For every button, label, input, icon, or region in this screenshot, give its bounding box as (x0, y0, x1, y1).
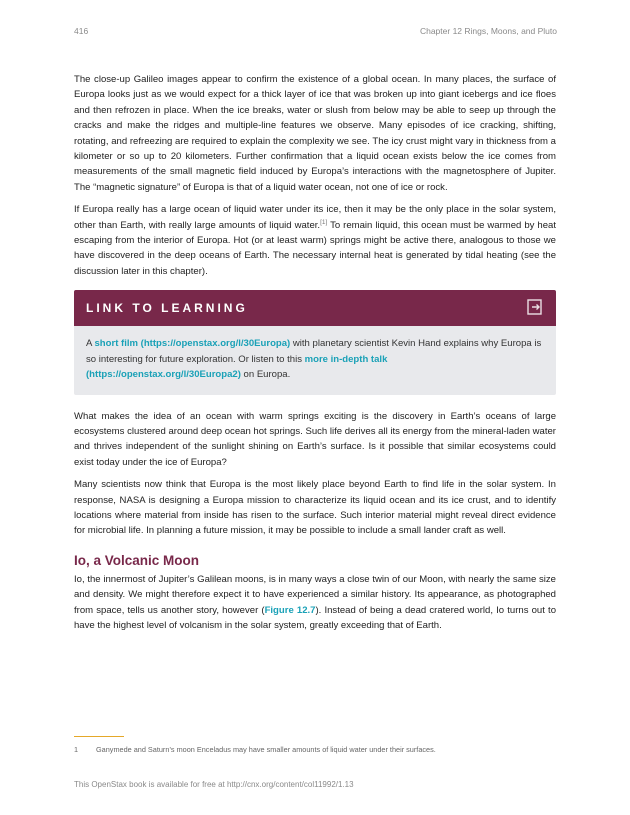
footnote-divider (74, 736, 124, 737)
chapter-title: Chapter 12 Rings, Moons, and Pluto (419, 26, 557, 36)
link-to-learning-header (74, 290, 556, 326)
footnote-text: Ganymede and Saturn’s moon Enceladus may have smaller amounts of liquid water under their surfaces. (96, 745, 436, 754)
paragraph-3: What makes the idea of an ocean with warm springs exciting is the discovery in Earth’s oceans of large ecosystems clustered around deep ocean hot springs. Such life derives all its energy from the mineral-laden water and thrives independent of the sunlight shining on Earth’s surface. Is it possible that similar ecosystems could exist today under the ice of Europa? (74, 410, 556, 468)
footnote-ref[interactable]: [1] (320, 218, 328, 226)
main-content (74, 72, 556, 640)
footnote-number: 1 (74, 745, 79, 754)
paragraph-1: The close-up Galileo images appear to confirm the existence of a global ocean. In many places, the surface of Europa looks just as we would expect for a thick layer of ice that was broken up into giant icebergs and ice floes and then refrozen in place. When the ice breaks, water or slush from below may be able to seep up through the cracks and make the ridges and multiple-line features we observe. Many episodes of ice cracking, shifting, rotating, and refreezing are required to explain the complexity we see. The icy crust might vary in thickness from a kilometer or so up to 20 kilometers. Further confirmation that a liquid ocean exists below the ice comes from measurements of the small magnetic field induced by Europa’s interactions with the magnetosphere of Jupiter. The “magnetic signature” of Europa is that of a liquid water ocean, not one of ice or rock. (74, 74, 556, 193)
paragraph-5: Io, the innermost of Jupiter’s Galilean moons, is in many ways a close twin of our Moon, with nearly the same size and density. We might therefore expect it to have experienced a similar history. Its appearance, as photographed from space, tells us another story, however (Figure 12.7). Instead of being a dead cratered world, Io turns out to have the highest level of volcanism in the solar system, greatly exceeding that of Earth. (74, 573, 557, 631)
external-link-icon (526, 298, 544, 316)
footnote (74, 745, 436, 754)
figure-link[interactable]: Figure 12.7 (264, 604, 316, 616)
short-film-link[interactable]: short film (https://openstax.org/l/30Europa) (94, 338, 291, 350)
link-to-learning-title: LINK TO LEARNING (86, 301, 248, 316)
paragraph-2: If Europa really has a large ocean of liquid water under its ice, then it may be the only place in the solar system, other than Earth, with really large amounts of liquid water.[1] To remain liquid, this ocean must be warmed by heat escaping from the interior of Europa. Hot (or at least warm) springs might be active there, analogous to those we have discovered in the deep oceans of Earth. The necessary internal heat is generated by tidal heating (see the discussion later in this chapter). (74, 204, 556, 277)
in-depth-talk-link[interactable]: more in-depth talk (https://openstax.org/l/30Europa2) (86, 353, 388, 381)
page-footer: This OpenStax book is available for free at http://cnx.org/content/col11992/1.13 (74, 780, 354, 789)
paragraph-4: Many scientists now think that Europa is the most likely place beyond Earth to find life in the solar system. In response, NASA is designing a Europa mission to characterize its liquid ocean and its ice crust, and to identify locations where material from inside has risen to the surface. Such interior material might reveal direct evidence for microbial life. In planning a future mission, it may be possible to include a small lander craft as well. (74, 479, 556, 537)
link-to-learning-box (74, 290, 556, 394)
link-to-learning-text: A short film (https://openstax.org/l/30Europa) with planetary scientist Kevin Hand explains why Europa is so interesting for future exploration. Or listen to this more in-depth talk (https://openstax.org/l/30Europa2) on Europa. (86, 338, 542, 381)
section-heading: Io, a Volcanic Moon (74, 552, 200, 568)
page-number: 416 (74, 26, 89, 36)
